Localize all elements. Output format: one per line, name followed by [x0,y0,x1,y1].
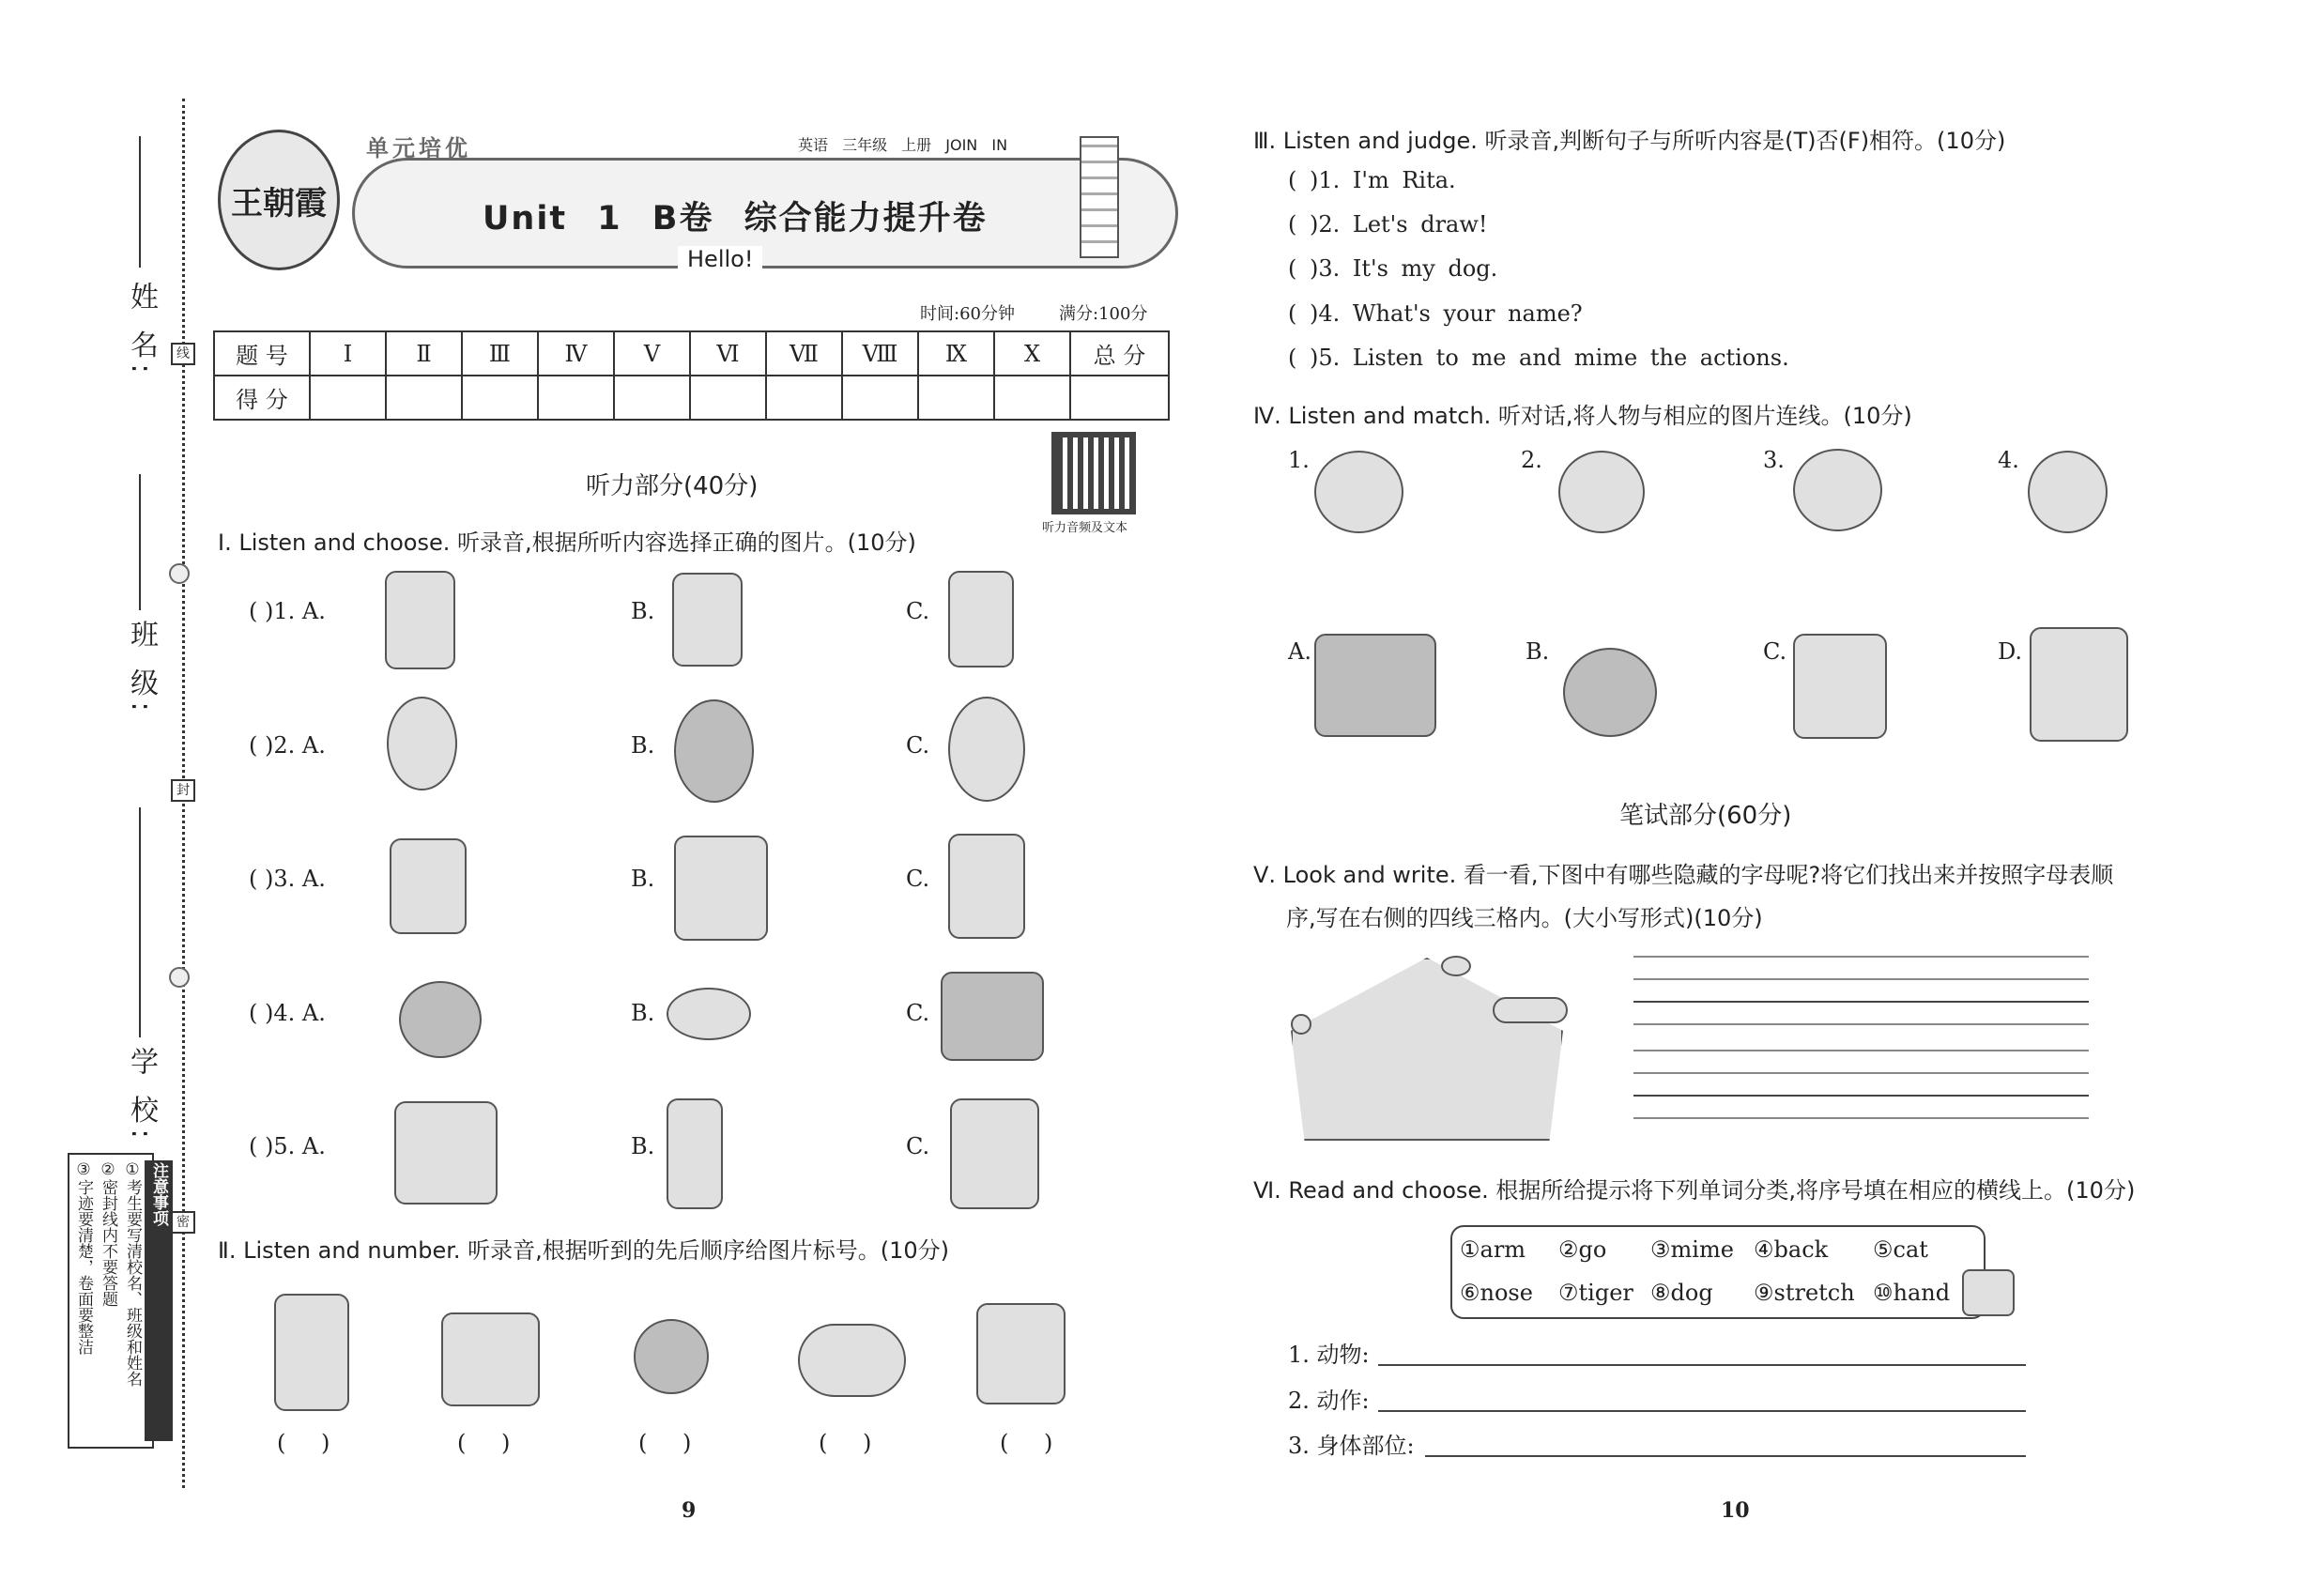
score-row-label: 得 分 [214,376,310,420]
exam-full-score: 满分:100分 [1059,304,1148,324]
score-cell[interactable] [310,376,386,420]
q1-row3-num[interactable]: ( )3. A. [249,866,326,892]
q1-title: Ⅰ. Listen and choose. 听录音,根据所听内容选择正确的图片。(10分) [218,529,916,556]
answer-line-body[interactable] [1425,1455,2026,1457]
q2-blank[interactable]: ( ) [1000,1430,1053,1456]
qr-code-icon[interactable] [1051,432,1136,514]
tiger-icon [948,834,1025,939]
number-6-icon [387,697,457,790]
note-item: ③字迹要清楚，卷面要整洁 [74,1160,93,1355]
tiger-stretching-icon [274,1294,349,1411]
q6-title: Ⅵ. Read and choose. 根据所给提示将下列单词分类,将序号填在相应的横线上。(10分) [1253,1177,2136,1204]
seal-circle [169,967,190,988]
col-header: Ⅶ [766,331,842,376]
q1-row4-num[interactable]: ( )4. A. [249,1000,326,1026]
col-header: Ⅴ [614,331,690,376]
boy-cap-icon[interactable] [1314,451,1403,533]
writing-line[interactable] [1633,1050,2089,1051]
q2-blank[interactable]: ( ) [277,1430,330,1456]
score-row-label: 题 号 [214,331,310,376]
note-item: ②密封线内不要答题 [99,1160,117,1307]
seal-tag-seal: 封 [171,779,195,802]
girl-hat-icon[interactable] [2028,451,2108,533]
writing-line[interactable] [1633,956,2089,958]
smoke-icon [1441,956,1471,976]
tiger-standing-icon [950,1098,1039,1209]
person-label: 2. [1521,447,1542,473]
school-label: 学 校: [125,1047,158,1144]
person-label: 4. [1998,447,2019,473]
subtitle: Hello! [678,246,762,272]
q3-item[interactable]: ( )5. Listen to me and mime the actions. [1288,345,1789,371]
option-c-label: C. [906,1000,930,1026]
notes-title: 注意事项 [145,1160,173,1441]
score-cell[interactable] [918,376,994,420]
picture-label: D. [1998,638,2023,665]
class-line[interactable] [139,474,141,610]
col-header-total: 总 分 [1070,331,1169,376]
q2-title: Ⅱ. Listen and number. 听录音,根据听到的先后顺序给图片标号。(10分) [218,1237,950,1264]
q3-item[interactable]: ( )4. What's your name? [1288,300,1583,327]
score-cell[interactable] [386,376,462,420]
q4-title: Ⅳ. Listen and match. 听对话,将人物与相应的图片连线。(10分) [1253,403,1912,429]
writing-line[interactable] [1633,1023,2089,1025]
q2-blank[interactable]: ( ) [638,1430,692,1456]
egg-icon [667,988,751,1040]
brand-logo: 王朝霞 [218,130,340,270]
word-item: ③mime [1650,1236,1734,1263]
cloud-icon [1493,997,1568,1023]
score-cell[interactable] [994,376,1070,420]
writing-line[interactable] [1633,1072,2089,1074]
picture-label: C. [1763,638,1787,665]
apple-icon[interactable] [1563,648,1657,737]
score-cell[interactable] [842,376,918,420]
q3-title: Ⅲ. Listen and judge. 听录音,判断句子与所听内容是(T)否(F)相符。(10分) [1253,128,2006,154]
col-header: Ⅰ [310,331,386,376]
col-header: Ⅸ [918,331,994,376]
answer-line-animals[interactable] [1378,1364,2026,1366]
col-header: Ⅳ [538,331,614,376]
bed-icon [941,972,1044,1061]
word-item: ⑥nose [1460,1280,1533,1306]
exam-time: 时间:60分钟 [920,304,1015,324]
score-cell[interactable] [614,376,690,420]
option-c-label: C. [906,866,930,892]
q5-title: Ⅴ. Look and write. 看一看,下图中有哪些隐藏的字母呢?将它们找出来并按照字母表顺 [1253,862,2114,888]
note-item: ①考生要写清校名、班级和姓名 [123,1160,142,1387]
letter-e-icon [948,571,1014,668]
dog-icon[interactable] [2030,627,2128,742]
letter-b-icon [385,571,455,669]
option-b-label: B. [631,732,655,759]
name-label: 姓 名: [125,282,158,379]
col-header: Ⅹ [994,331,1070,376]
option-b-label: B. [631,1133,655,1159]
person-label: 3. [1763,447,1785,473]
q1-row5-num[interactable]: ( )5. A. [249,1133,326,1159]
boy-icon[interactable] [1793,449,1882,531]
page-title: Unit 1 B卷 综合能力提升卷 [483,200,988,238]
option-c-label: C. [906,598,930,624]
q1-row2-num[interactable]: ( )2. A. [249,732,326,759]
picture-label: B. [1526,638,1550,665]
q1-row1-num[interactable]: ( )1. A. [249,598,326,624]
listening-title: 听力部分(40分) [586,472,759,500]
category-label: 2. 动作: [1288,1388,1370,1414]
house-icon [1291,958,1563,1141]
answer-line-actions[interactable] [1378,1410,2026,1412]
series-label: 单元培优 [366,135,471,161]
notes-box [68,1153,168,1449]
letter-d-icon [672,573,743,667]
girl-ponytail-icon[interactable] [1558,451,1645,533]
class-label: 班 级: [125,620,158,717]
seal-tag-secret: 密 [171,1211,195,1234]
word-item: ④back [1754,1236,1829,1263]
score-cell[interactable] [1070,376,1169,420]
page-number-right: 10 [1721,1498,1750,1523]
option-c-label: C. [906,732,930,759]
tiger-miming-icon [441,1312,540,1406]
school-line[interactable] [139,807,141,1037]
word-item: ⑧dog [1650,1280,1713,1306]
picture-label: A. [1288,638,1311,665]
writing-title: 笔试部分(60分) [1619,802,1792,830]
apple-icon [634,1319,709,1394]
score-cell[interactable] [538,376,614,420]
cat-icon[interactable] [1793,634,1887,739]
q3-item[interactable]: ( )2. Let's draw! [1288,211,1488,238]
flower-icon [1291,1014,1311,1035]
writing-line[interactable] [1633,1095,2089,1097]
word-item: ②go [1558,1236,1607,1263]
writing-line[interactable] [1633,1001,2089,1003]
number-2-icon [674,699,754,803]
word-item: ⑩hand [1873,1280,1951,1306]
col-header: Ⅵ [690,331,766,376]
subject-meta: 英语 三年级 上册 JOIN IN [798,136,1008,154]
category-label: 1. 动物: [1288,1342,1370,1368]
option-b-label: B. [631,598,655,624]
writing-line[interactable] [1633,978,2089,980]
score-table [213,330,1170,421]
option-b-label: B. [631,866,655,892]
tiger-sitting-icon [394,1101,498,1205]
word-item: ①arm [1460,1236,1526,1263]
writing-line[interactable] [1633,1117,2089,1119]
score-cell[interactable] [462,376,538,420]
dog-icon [674,836,768,941]
apple-icon [399,981,482,1058]
q2-blank[interactable]: ( ) [819,1430,872,1456]
q3-item[interactable]: ( )3. It's my dog. [1288,255,1498,282]
col-header: Ⅷ [842,331,918,376]
qr-caption: 听力音频及文本 [1042,521,1128,535]
q2-blank[interactable]: ( ) [457,1430,511,1456]
person-label: 1. [1288,447,1310,473]
number-3-icon [948,697,1025,802]
category-label: 3. 身体部位: [1288,1433,1415,1459]
skateboard-icon [798,1324,906,1397]
col-header: Ⅱ [386,331,462,376]
name-line[interactable] [139,136,141,268]
cactus-icon [1962,1269,2015,1316]
score-cell[interactable] [766,376,842,420]
tiger-icon [976,1303,1066,1404]
page-number-left: 9 [682,1498,697,1523]
word-item: ⑦tiger [1558,1280,1633,1306]
option-b-label: B. [631,1000,655,1026]
seal-circle [169,563,190,584]
seal-tag-line: 线 [171,343,195,365]
word-item: ⑤cat [1873,1236,1928,1263]
q5-title-cont: 序,写在右侧的四线三格内。(大小写形式)(10分) [1286,905,1763,931]
word-item: ⑨stretch [1754,1280,1855,1306]
col-header: Ⅲ [462,331,538,376]
option-c-label: C. [906,1133,930,1159]
lighthouse-icon [1080,136,1119,258]
bed-icon[interactable] [1314,634,1436,737]
score-cell[interactable] [690,376,766,420]
cat-icon [390,838,467,934]
tiger-stretching-icon [667,1098,723,1209]
q3-item[interactable]: ( )1. I'm Rita. [1288,167,1456,193]
